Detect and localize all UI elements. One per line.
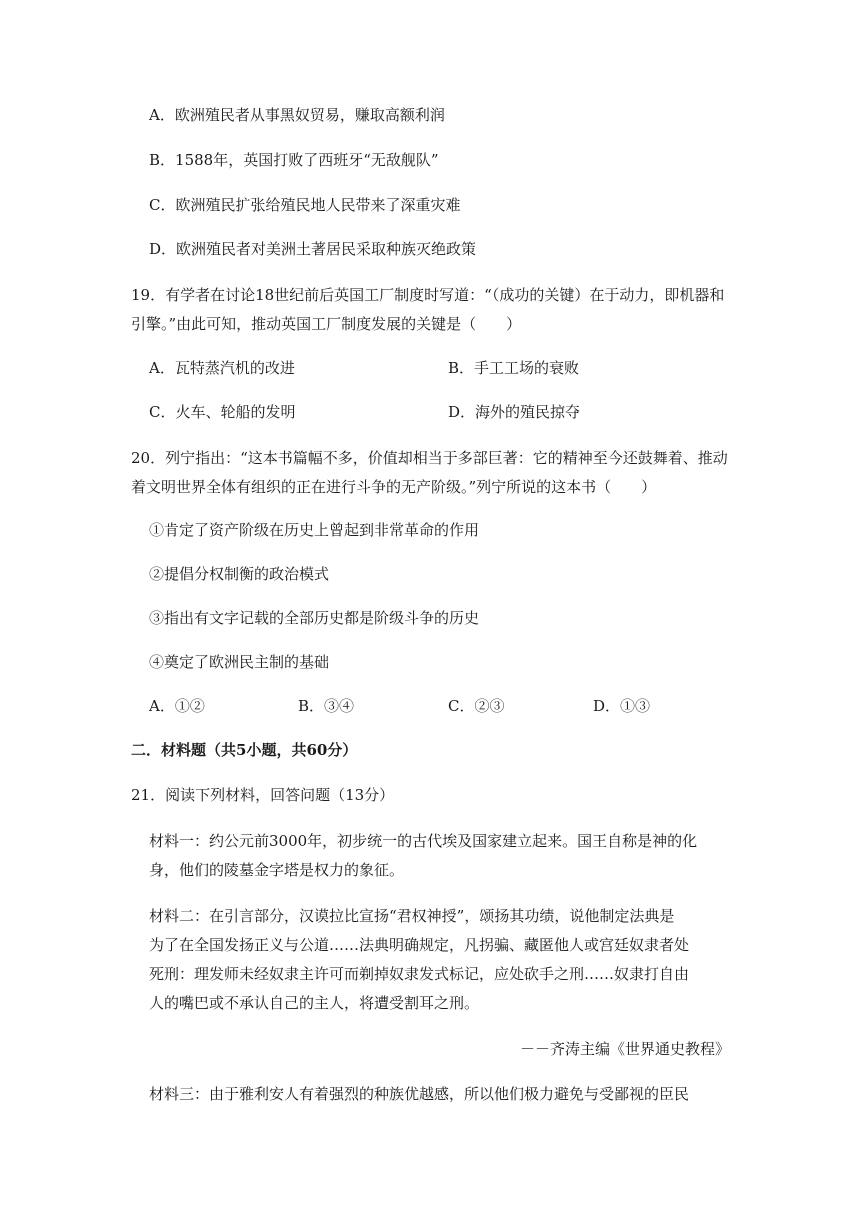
q19-stem-line1: 19．有学者在讨论18世纪前后英国工厂制度时写道：“（成功的关键）在于动力，即机器和 [131,286,725,304]
q21-material2-source: －－齐涛主编《世界通史教程》 [519,1040,730,1058]
q21-material2-line4: 人的嘴巴或不承认自己的主人，将遭受割耳之刑。 [149,994,480,1012]
q18-option-c: C．欧洲殖民扩张给殖民地人民带来了深重灾难 [149,196,461,214]
q21-material2-line2: 为了在全国发扬正义与公道……法典明确规定，凡拐骗、藏匿他人或宫廷奴隶者处 [149,936,690,954]
q19-option-d: D．海外的殖民掠夺 [448,403,581,421]
q20-option-c: C．②③ [448,697,505,715]
q20-stem-line1: 20．列宁指出：“这本书篇幅不多，价值却相当于多部巨著：它的精神至今还鼓舞着、推动 [131,449,728,467]
q21-material1-line2: 身，他们的陵墓金字塔是权力的象征。 [149,861,405,879]
q21-material3-line1: 材料三：由于雅利安人有着强烈的种族优越感，所以他们极力避免与受鄙视的臣民 [149,1085,690,1103]
q18-option-a: A．欧洲殖民者从事黑奴贸易，赚取高额利润 [149,106,445,124]
q20-item-4: ④奠定了欧洲民主制的基础 [149,653,330,671]
q18-option-b: B．1588年，英国打败了西班牙“无敌舰队” [149,151,439,169]
q19-option-b: B．手工工场的衰败 [448,359,580,377]
q20-stem-line2: 着文明世界全体有组织的正在进行斗争的无产阶级。”列宁所说的这本书（ ） [131,478,657,496]
q19-option-c: C．火车、轮船的发明 [149,403,296,421]
q20-item-1: ①肯定了资产阶级在历史上曾起到非常革命的作用 [149,521,480,539]
q20-options-row [0,696,860,716]
section2-title: 二．材料题（共5小题，共60分） [131,741,358,759]
q21-material2-line3: 死刑：理发师未经奴隶主许可而剃掉奴隶发式标记，应处砍手之刑……奴隶打自由 [149,965,690,983]
q20-option-d: D．①③ [593,697,651,715]
q20-item-2: ②提倡分权制衡的政治模式 [149,565,330,583]
q19-stem-line2: 引擎。”由此可知，推动英国工厂制度发展的关键是（ ） [131,315,522,333]
q19-options-row2 [0,402,860,422]
q19-options-row1 [0,358,860,378]
q21-stem: 21．阅读下列材料，回答问题（13分） [131,786,395,804]
q21-material1-line1: 材料一：约公元前3000年，初步统一的古代埃及国家建立起来。国王自称是神的化 [149,832,698,850]
q20-item-3: ③指出有文字记载的全部历史都是阶级斗争的历史 [149,609,480,627]
q20-option-a: A．①② [149,697,205,715]
q19-option-a: A．瓦特蒸汽机的改进 [149,359,295,377]
q20-option-b: B．③④ [298,697,355,715]
q21-material2-line1: 材料二：在引言部分，汉谟拉比宣扬“君权神授”，颂扬其功绩，说他制定法典是 [149,907,675,925]
q18-option-d: D．欧洲殖民者对美洲土著居民采取种族灭绝政策 [149,240,477,258]
